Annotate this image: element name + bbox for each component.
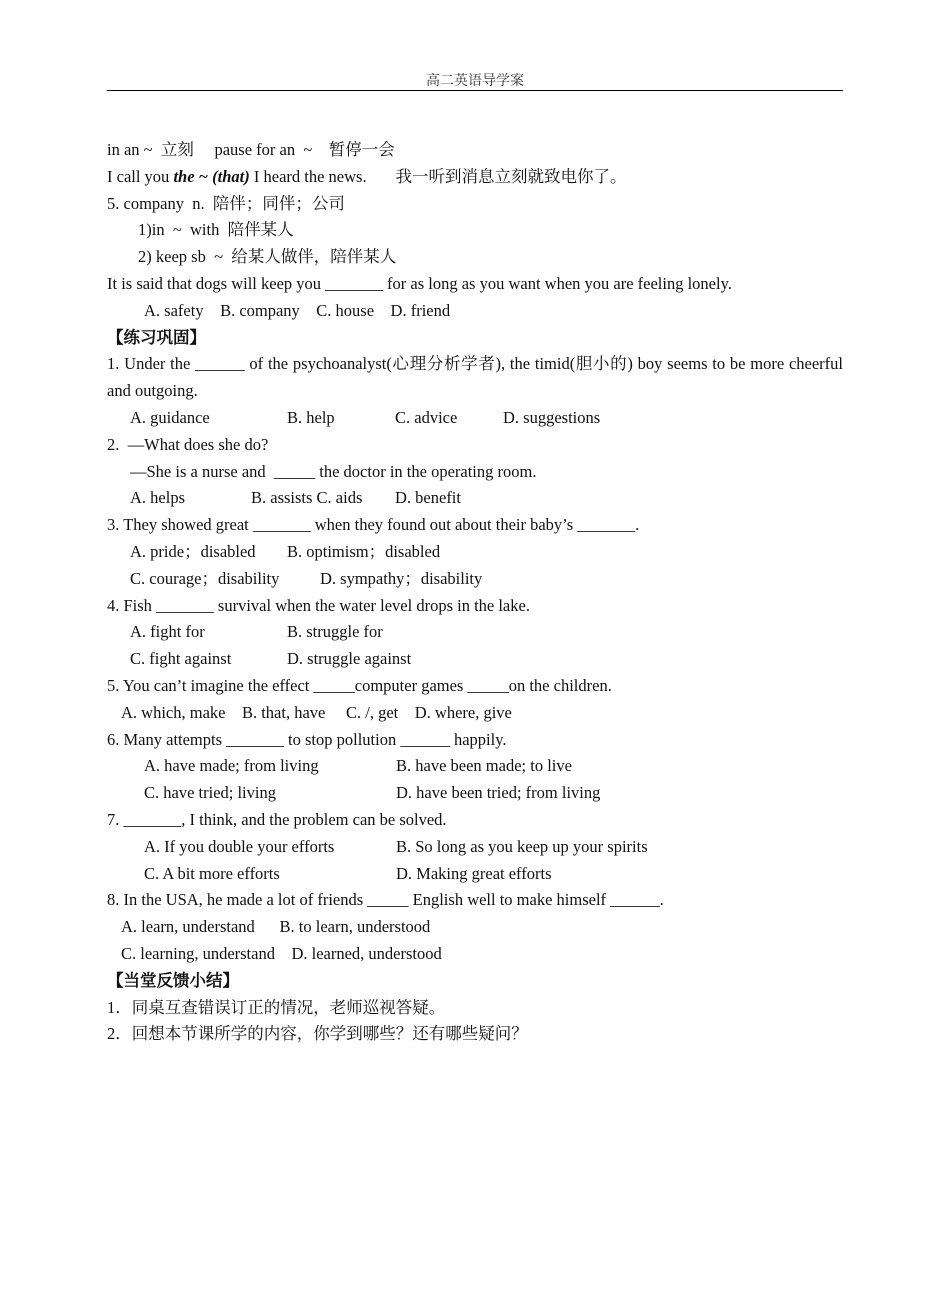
q6-option-d: D. have been tried; from living	[396, 783, 601, 803]
q2-stem-answer: —She is a nurse and _____ the doctor in the operating room.	[130, 461, 537, 481]
q8-options-cd: C. learning, understand D. learned, understood	[121, 943, 442, 963]
q7-option-b: B. So long as you keep up your spirits	[396, 836, 648, 856]
q7-option-d: D. Making great efforts	[396, 863, 552, 883]
q3-stem: 3. They showed great _______ when they found out about their baby’s _______.	[107, 515, 640, 535]
vocab-exercise-stem: It is said that dogs will keep you _______ for as long as you want when you are feeling lonely.	[107, 273, 732, 293]
q1-stem: 1. Under the ______ of the psychoanalyst(心理分析学者), the timid(胆小的) boy seems to be more cheerful and outgoing.	[107, 354, 843, 401]
q4-option-b: B. struggle for	[287, 622, 383, 642]
q6-option-a: A. have made; from living	[144, 756, 319, 776]
q3-option-d: D. sympathy；disability	[320, 568, 483, 588]
example-prefix: I call you	[107, 166, 174, 186]
vocab-line-instant: in an ~ 立刻 pause for an ~ 暂停一会	[107, 140, 395, 159]
vocab-line-in-company: 1)in ~ with 陪伴某人	[138, 220, 294, 240]
q4-option-a: A. fight for	[130, 622, 205, 642]
document-body	[107, 137, 843, 1048]
q2-option-d: D. benefit	[395, 488, 461, 508]
q7-options-cd	[107, 861, 843, 888]
q3-options-cd	[107, 566, 843, 593]
q4-options-ab	[107, 619, 843, 646]
q3-options-ab	[107, 539, 843, 566]
q2-option-a: A. helps	[130, 488, 185, 508]
q2-options	[107, 485, 843, 512]
q6-options-cd	[107, 780, 843, 807]
q3-option-b: B. optimism；disabled	[287, 541, 441, 561]
summary-item-1: 1．同桌互查错误订正的情况，老师巡视答疑。	[107, 997, 446, 1017]
q8-options-ab: A. learn, understand B. to learn, understood	[121, 917, 431, 937]
q8-stem: 8. In the USA, he made a lot of friends _____ English well to make himself ______.	[107, 890, 664, 910]
page-header-title: 高二英语导学案	[426, 74, 524, 89]
vocab-line-keep-company: 2) keep sb ~ 给某人做伴，陪伴某人	[138, 247, 397, 267]
q6-option-c: C. have tried; living	[144, 783, 276, 803]
header-divider	[107, 90, 843, 91]
q2-stem: 2. —What does she do?	[107, 434, 269, 454]
q1-option-c: C. advice	[395, 407, 458, 427]
vocab-exercise-options: A. safety B. company C. house D. friend	[144, 300, 451, 320]
q4-option-d: D. struggle against	[287, 649, 412, 669]
example-suffix: I heard the news. 我一听到消息立刻就致电你了。	[249, 166, 627, 186]
q7-stem: 7. _______, I think, and the problem can be solved.	[107, 809, 447, 829]
q2-option-bc: B. assists C. aids	[251, 488, 363, 508]
practice-heading: 【练习巩固】	[107, 327, 206, 347]
q7-options-ab	[107, 834, 843, 861]
q3-option-c: C. courage；disability	[130, 568, 280, 588]
q6-stem: 6. Many attempts _______ to stop pollution ______ happily.	[107, 729, 507, 749]
q6-option-b: B. have been made; to live	[396, 756, 572, 776]
q4-options-cd	[107, 646, 843, 673]
q4-option-c: C. fight against	[130, 649, 232, 669]
q1-option-a: A. guidance	[130, 407, 210, 427]
vocab-line-company: 5. company n. 陪伴；同伴；公司	[107, 193, 345, 213]
q7-option-a: A. If you double your efforts	[144, 836, 335, 856]
summary-heading: 【当堂反馈小结】	[107, 970, 239, 990]
summary-item-2: 2．回想本节课所学的内容，你学到哪些？还有哪些疑问？	[107, 1024, 528, 1044]
vocab-line-example	[107, 164, 843, 191]
q5-options: A. which, make B. that, have C. /, get D. where, give	[121, 702, 512, 722]
q6-options-ab	[107, 753, 843, 780]
example-emphasis: the ~ (that)	[173, 166, 250, 186]
q4-stem: 4. Fish _______ survival when the water level drops in the lake.	[107, 595, 530, 615]
q5-stem: 5. You can’t imagine the effect _____computer games _____on the children.	[107, 675, 612, 695]
q3-option-a: A. pride；disabled	[130, 541, 256, 561]
q1-option-b: B. help	[287, 407, 335, 427]
q1-options	[107, 405, 843, 432]
q7-option-c: C. A bit more efforts	[144, 863, 280, 883]
q1-option-d: D. suggestions	[503, 407, 601, 427]
